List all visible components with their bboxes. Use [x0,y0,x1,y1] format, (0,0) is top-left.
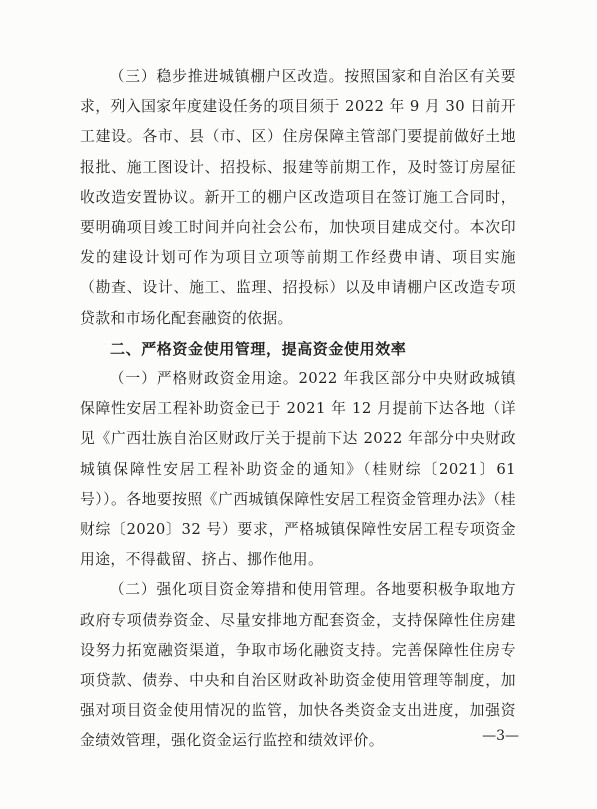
page-number: —3— [482,728,519,744]
paragraph-shantytown-renovation: （三）稳步推进城镇棚户区改造。按照国家和自治区有关要求，列入国家年度建设任务的项目须于 2022 年 9 月 30 日前开工建设。各市、县（市、区）住房保障主管部门要提前做好土地报批、施工图设计、招投标、报建等前期工作，及时签订房屋征收改造安置协议。新开工的棚户区改造项目在签订施工合同时，要明确项目竣工时间并向社会公布，加快项目建成交付。本次印发的建设计划可作为项目立项等前期工作经费申请、项目实施（勘查、设计、施工、监理、招投标）以及申请棚户区改造专项贷款和市场化配套融资的依据。 [80,68,516,327]
paragraph-fiscal-fund-use: （一）严格财政资金用途。2022 年我区部分中央财政城镇保障性安居工程补助资金已于 2021 年 12 月提前下达各地（详见《广西壮族自治区财政厅关于提前下达 2022 年部分中央财政城镇保障性安居工程补助资金的通知》（桂财综〔2021〕61 号））。各地要按照《广西城镇保障性安居工程资金管理办法》（桂财综〔2020〕32 号）要求，严格城镇保障性安居工程专项资金用途，不得截留、挤占、挪作他用。 [80,370,516,569]
section-heading-fund-management: 二、严格资金使用管理，提高资金使用效率 [110,339,407,358]
document-body [80,62,516,757]
paragraph-fund-raising-management: （二）强化项目资金筹措和使用管理。各地要积极争取地方政府专项债券资金、尽量安排地方配套资金，支持保障性住房建设努力拓宽融资渠道，争取市场化融资支持。完善保障性住房专项贷款、债券、中央和自治区财政补助资金使用管理等制度，加强对项目资金使用情况的监管，加快各类资金支出进度，加强资金绩效管理，强化资金运行监控和绩效评价。 [80,581,516,750]
